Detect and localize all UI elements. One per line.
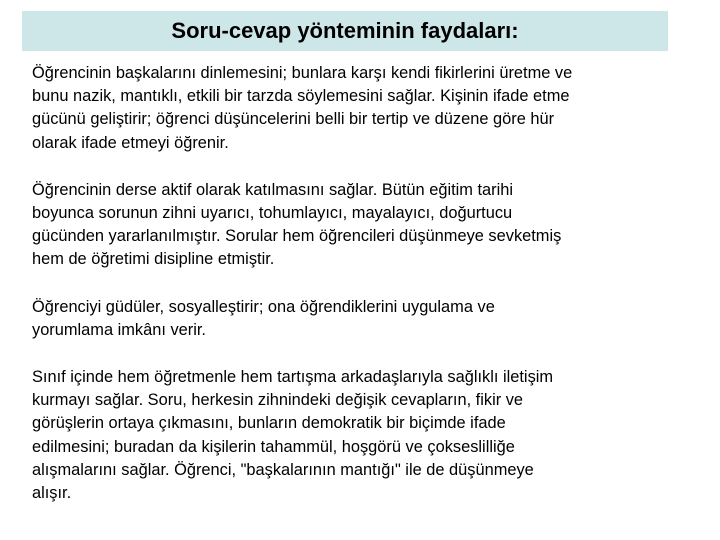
slide-title: Soru-cevap yönteminin faydaları: [171, 18, 519, 43]
text-line: edilmesini; buradan da kişilerin tahammül, hoşgörü ve çokseslilliğe [32, 437, 515, 456]
text-line: hem de öğretimi disipline etmiştir. [32, 250, 275, 269]
text-line: Öğrenciyi güdüler, sosyalleştirir; ona öğrendiklerini uygulama ve [32, 297, 495, 316]
text-line: alışmalarını sağlar. Öğrenci, "başkalarının mantığı" ile de düşünmeye [32, 460, 534, 479]
paragraph-participation [32, 179, 702, 272]
paragraph-communication [32, 366, 702, 505]
text-line: olarak ifade etmeyi öğrenir. [32, 133, 229, 152]
text-line: Öğrencinin başkalarını dinlemesini; bunlara karşı kendi fikirlerini üretme ve [32, 64, 573, 82]
text-line: görüşlerin ortaya çıkmasını, bunların demokratik bir biçimde ifade [32, 414, 506, 433]
text-line: Öğrencinin derse aktif olarak katılmasını sağlar. Bütün eğitim tarihi [32, 180, 514, 199]
text-line: bunu nazik, mantıklı, etkili bir tarzda söylemesini sağlar. Kişinin ifade etme [32, 87, 570, 106]
title-banner [22, 11, 668, 51]
paragraph-motivation [32, 296, 702, 342]
paragraph-listening [32, 62, 702, 155]
text-line: gücünden yararlanılmıştır. Sorular hem öğrencileri düşünmeye sevketmiş [32, 227, 562, 246]
text-line: boyunca sorunun zihni uyarıcı, tohumlayıcı, mayalayıcı, doğurtucu [32, 204, 513, 223]
text-line: Sınıf içinde hem öğretmenle hem tartışma arkadaşlarıyla sağlıklı iletişim [32, 368, 554, 387]
text-line: gücünü geliştirir; öğrenci düşüncelerini belli bir tertip ve düzene göre hür [32, 110, 555, 129]
text-line: kurmayı sağlar. Soru, herkesin zihnindeki değişik cevapların, fikir ve [32, 391, 524, 410]
slide-body [32, 62, 702, 505]
text-line: alışır. [32, 484, 72, 503]
text-line: yorumlama imkânı verir. [32, 320, 206, 339]
